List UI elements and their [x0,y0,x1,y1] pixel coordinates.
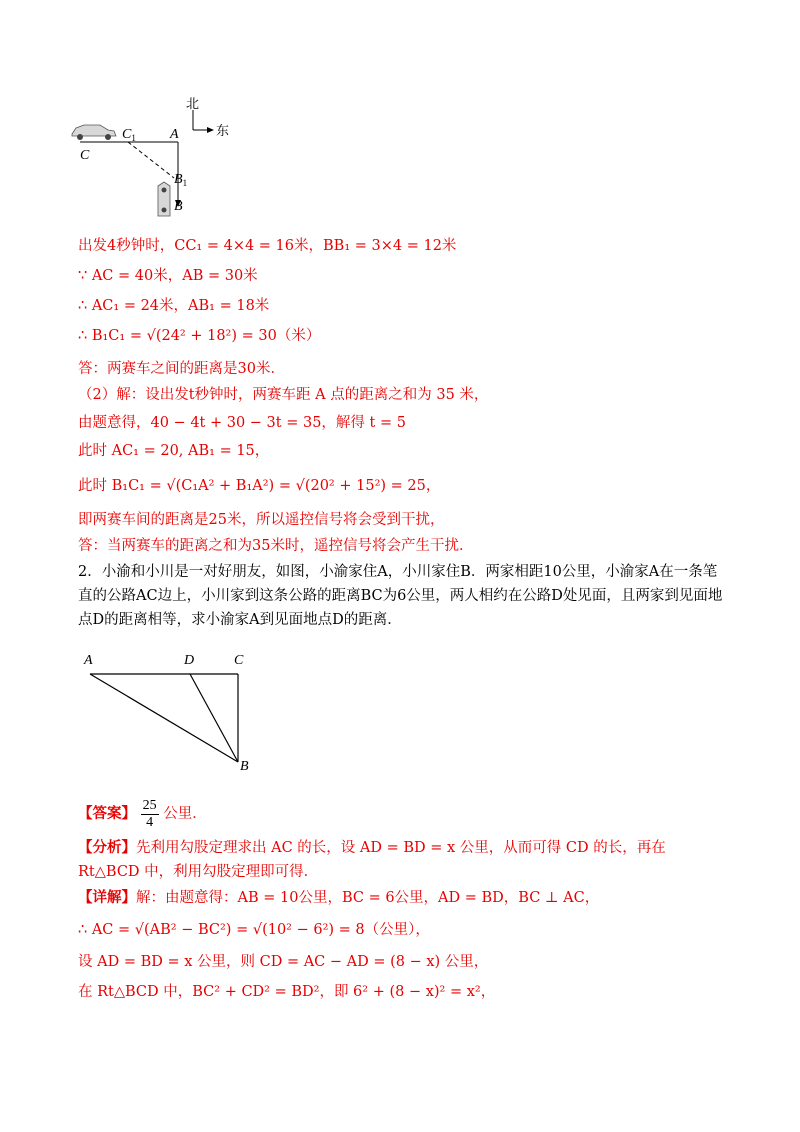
solution-line-2: ∵ AC = 40米，AB = 30米 [78,268,258,284]
analysis-block [78,836,728,884]
solution-line-3: ∴ AC₁ = 24米，AB₁ = 18米 [78,298,270,314]
point-a-label: A [170,127,179,142]
solution-line-7: 由题意得，40 − 4t + 30 − 3t = 35，解得 t = 5 [78,415,406,431]
detail-text-1: 解：由题意得：AB = 10公里，BC = 6公里，AD = BD，BC ⊥ AC， [136,890,600,906]
figure-triangle-diagram [80,648,280,778]
detail-tag: 【详解】 [78,889,136,906]
point-b-label: B [174,199,183,214]
answer-line [78,796,207,832]
answer-unit: 公里． [163,806,207,822]
analysis-tag: 【分析】 [78,839,136,856]
point-d-label: D [184,653,195,668]
point-a-label: A [84,653,93,668]
detail-line-2: ∴ AC = √(AB² − BC²) = √(10² − 6²) = 8（公里）， [78,922,430,938]
point-c-label: C [234,653,244,668]
answer-fraction: $\frac{25}{4}$ [142,797,157,830]
solution-line-4: ∴ B₁C₁ = √(24² + 18²) = 30（米） [78,328,321,344]
point-c-label: C [80,148,90,163]
solution-line-5: 答：两赛车之间的距离是30米． [78,361,285,377]
solution-line-11: 答：当两赛车的距离之和为35米时，遥控信号将会产生干扰． [78,538,474,554]
solution-line-1: 出发4秒钟时，CC₁ = 4×4 = 16米，BB₁ = 3×4 = 12米 [78,238,457,254]
analysis-text: 先利用勾股定理求出 AC 的长，设 AD = BD = x 公里，从而可得 CD 的长，再在 Rt△BCD 中，利用勾股定理即可得． [78,840,666,880]
point-c1-label: $C_1$ [122,127,136,143]
solution-line-6: （2）解：设出发t秒钟时，两赛车距 A 点的距离之和为 35 米， [78,387,489,403]
detail-line-4: 在 Rt△BCD 中，BC² + CD² = BD²，即 6² + (8 − x)² = x²， [78,984,496,1000]
compass-north-label: 北 [186,97,200,112]
point-b1-label: $B_1$ [174,172,188,188]
compass-east-label: 东 [216,124,230,139]
problem-2-text: 2．小渝和小川是一对好朋友，如图，小渝家住A，小川家住B．两家相距10公里，小渝家A在一条笔直的公路AC边上，小川家到这条公路的距离BC为6公里，两人相约在公路D处见面，且两家到见面地点D的距离相等，求小渝家A到见面地点D的距离． [78,564,723,628]
car-icon [72,125,116,140]
figure-cars-diagram [66,90,246,230]
solution-line-8: 此时 AC₁ = 20, AB₁ = 15， [78,443,270,459]
detail-line-3: 设 AD = BD = x 公里，则 CD = AC − AD = (8 − x) 公里， [78,954,489,970]
solution-line-10: 即两赛车间的距离是25米，所以遥控信号将会受到干扰， [78,512,445,528]
answer-tag: 【答案】 [78,805,136,822]
solution-line-9: 此时 B₁C₁ = √(C₁A² + B₁A²) = √(20² + 15²) = 25， [78,478,441,494]
detail-line-1 [78,888,599,908]
car-icon [158,182,170,216]
point-b-label: B [240,759,249,774]
